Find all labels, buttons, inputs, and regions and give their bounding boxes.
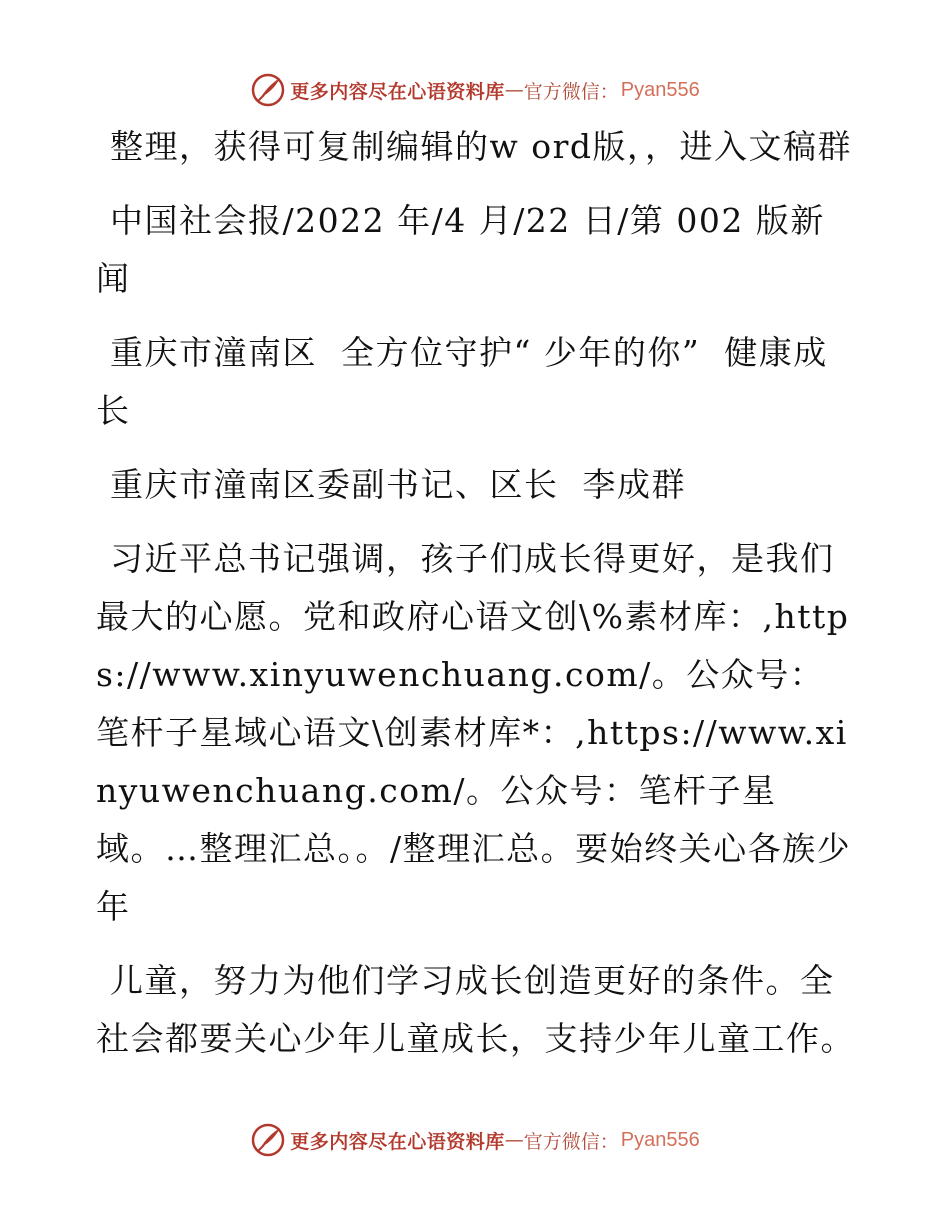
watermark-brand: 更多内容尽在心语资料库 bbox=[290, 1130, 505, 1153]
paragraph-body-1: 习近平总书记强调，孩子们成长得更好，是我们最大的心愿。党和政府心语文创\%素材库：,https://www.xinyuwenchuang.com/。公众号：笔杆子星域心语文\创素材库*：,https://www.xinyuwenchuang.com/。公众号：笔杆子星域。…整理汇总。。/整理汇总。要始终关心各族少年 bbox=[96, 539, 852, 926]
watermark-dash: — bbox=[504, 79, 524, 101]
document-body bbox=[96, 118, 856, 1084]
watermark-label: 官方微信： bbox=[523, 1130, 619, 1153]
quill-logo-icon bbox=[250, 72, 286, 108]
watermark-id: Pyan556 bbox=[620, 1128, 700, 1151]
paragraph-source: 中国社会报/2022 年/4 月/22 日/第 002 版新闻 bbox=[96, 201, 825, 298]
header-watermark bbox=[0, 70, 950, 110]
paragraph-body-2: 儿童，努力为他们学习成长创造更好的条件。全社会都要关心少年儿童成长，支持少年儿童工作。 bbox=[96, 961, 855, 1058]
watermark-brand: 更多内容尽在心语资料库 bbox=[290, 80, 505, 103]
quill-logo-icon bbox=[250, 1122, 286, 1158]
footer-watermark bbox=[0, 1120, 950, 1160]
paragraph-author: 重庆市潼南区委副书记、区长 李成群 bbox=[110, 465, 686, 504]
watermark-dash: — bbox=[504, 1129, 524, 1151]
watermark-id: Pyan556 bbox=[620, 78, 700, 101]
paragraph-intro: 整理，获得可复制编辑的w ord版，，进入文稿群 bbox=[110, 127, 853, 166]
watermark-label: 官方微信： bbox=[523, 80, 619, 103]
paragraph-title: 重庆市潼南区 全方位守护“ 少年的你” 健康成长 bbox=[96, 333, 828, 430]
